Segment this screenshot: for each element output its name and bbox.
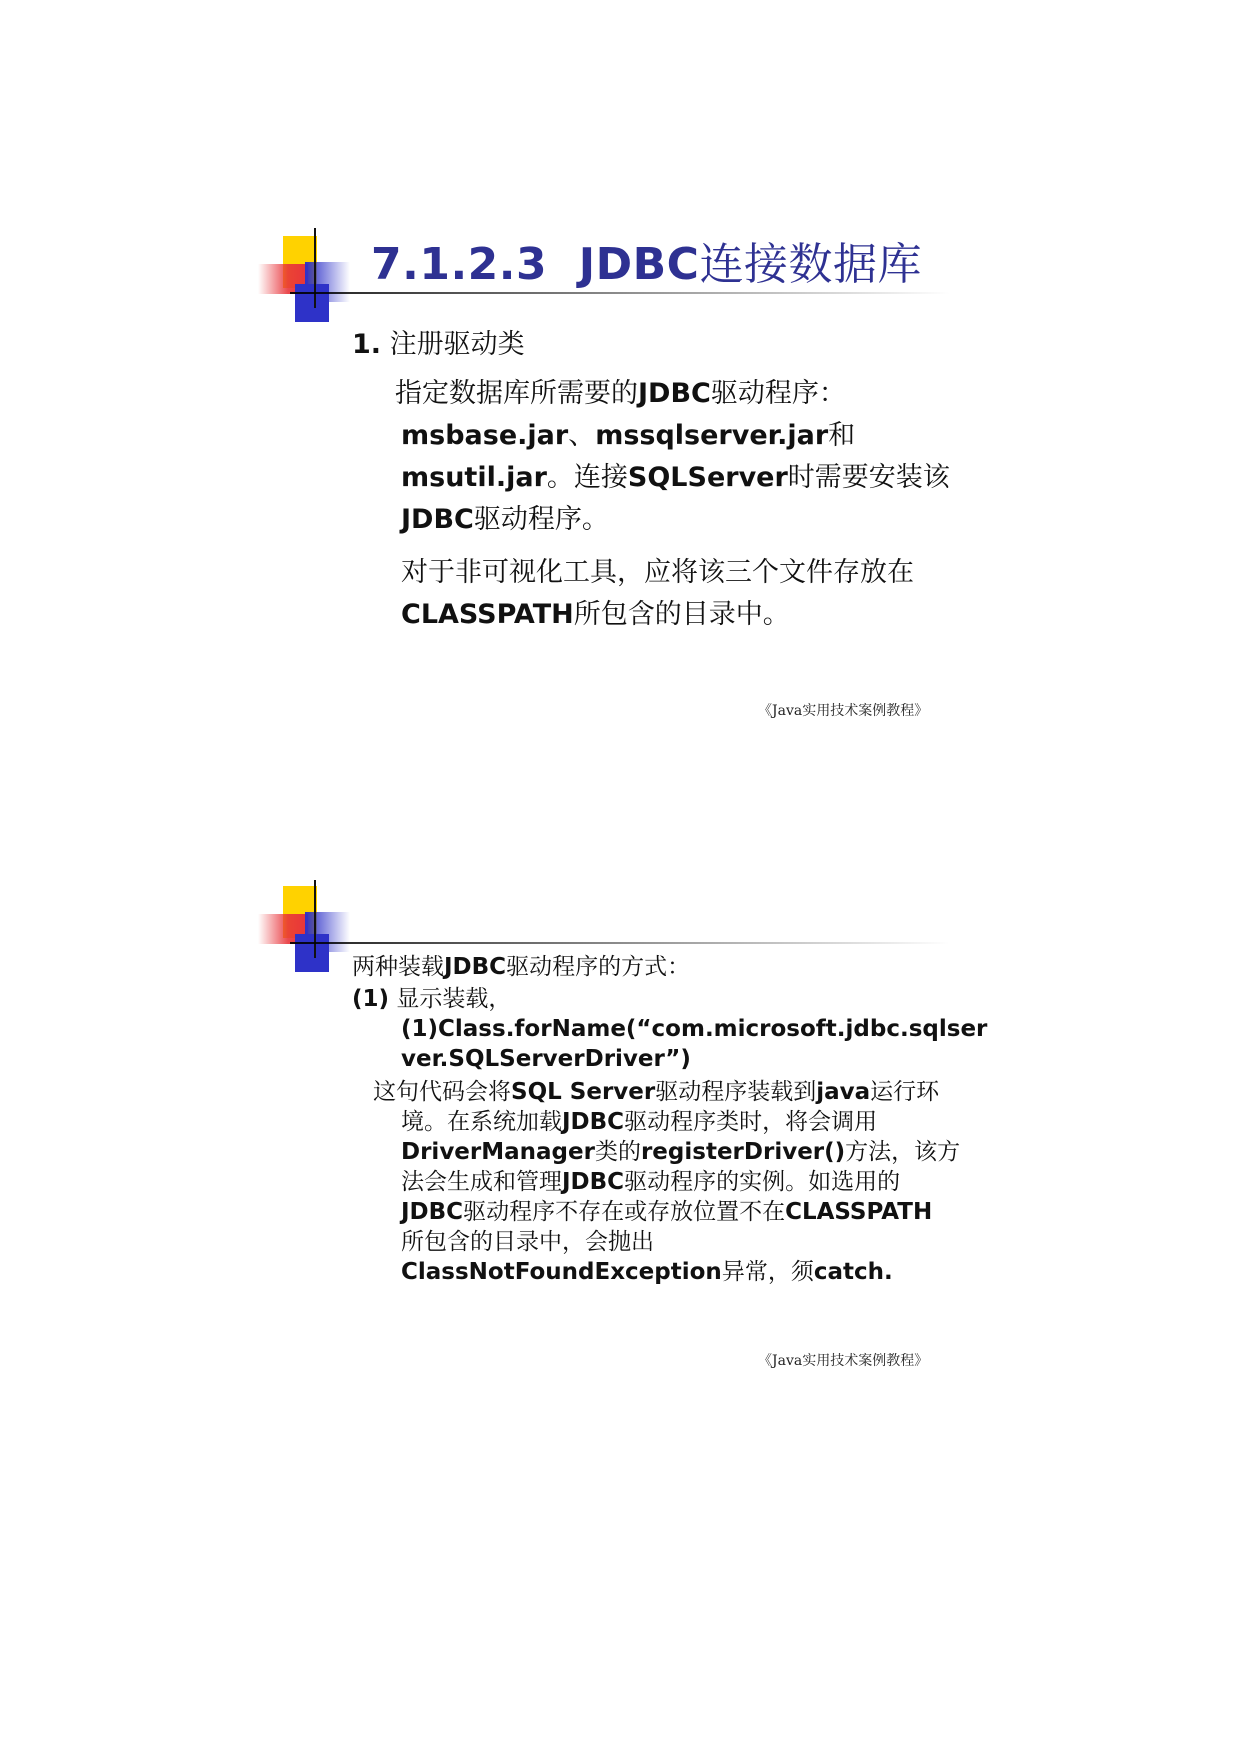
slide-footer: 《Java实用技术案例教程》 [758,703,929,719]
paragraph-line: msbase.jar、mssqlserver.jar和 [401,420,856,451]
text-line: 两种装载JDBC驱动程序的方式： [352,954,691,980]
text-line: 所包含的目录中，会抛出 [401,1229,654,1255]
code-line: (1)Class.forName(“com.microsoft.jdbc.sqlser [401,1016,988,1042]
vertical-line [314,880,316,958]
text-line: JDBC驱动程序不存在或存放位置不在CLASSPATH [401,1199,933,1225]
paragraph-line: CLASSPATH所包含的目录中。 [401,599,790,630]
paragraph-line: msutil.jar。连接SQLServer时需要安装该 [401,462,950,493]
paragraph-line: JDBC驱动程序。 [401,504,609,535]
slide-decoration [0,880,1241,1010]
text-line: DriverManager类的registerDriver()方法，该方 [401,1139,961,1165]
section-heading: 1. 注册驱动类 [352,329,525,360]
text-line: (1) 显示装载， [352,986,512,1012]
text-line: ClassNotFoundException异常，须catch. [401,1259,893,1285]
paragraph-line: 指定数据库所需要的JDBC驱动程序： [395,378,846,409]
blue-square [295,284,329,322]
vertical-line [314,228,316,308]
slide-title: 7.1.2.3 JDBC连接数据库 [371,239,922,290]
text-line: 法会生成和管理JDBC驱动程序的实例。如选用的 [401,1169,901,1195]
code-line: ver.SQLServerDriver”) [401,1046,691,1072]
blue-square [295,934,329,972]
horizontal-rule [290,942,950,944]
horizontal-rule [290,292,950,294]
text-line: 这句代码会将SQL Server驱动程序装载到java运行环 [373,1079,940,1105]
text-line: 境。在系统加载JDBC驱动程序类时，将会调用 [401,1109,878,1135]
slide-footer: 《Java实用技术案例教程》 [758,1353,929,1369]
paragraph-line: 对于非可视化工具，应将该三个文件存放在 [401,557,914,588]
